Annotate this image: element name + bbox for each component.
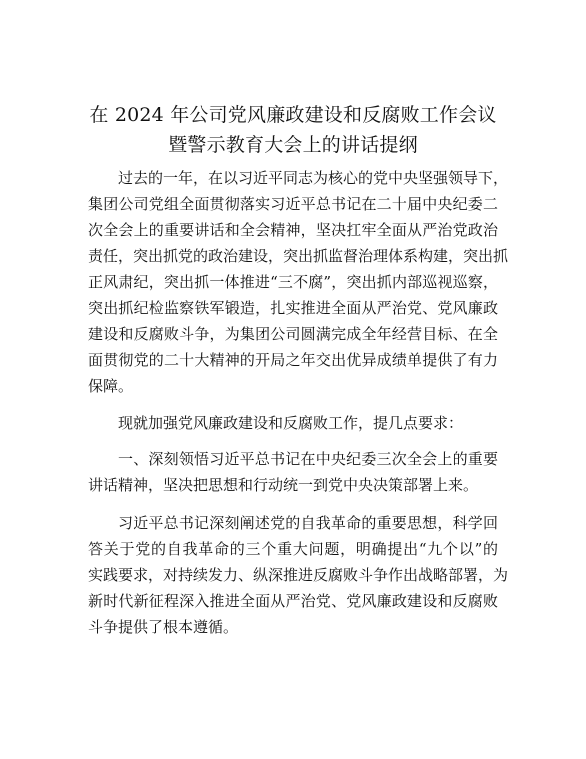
paragraph-line: 现就加强党风廉政建设和反腐败工作，提几点要求： (118, 414, 464, 432)
paragraph-line: 正风肃纪，突出抓一体推进“三不腐”，突出抓内部巡视巡察， (88, 273, 498, 291)
paragraph-line: 过去的一年，在以习近平同志为核心的党中央坚强领导下， (118, 169, 509, 187)
paragraph-self-revolution (88, 510, 509, 640)
paragraph-line: 一、深刻领悟习近平总书记在中央纪委三次全会上的重要 (118, 450, 498, 468)
paragraph-line: 集团公司党组全面贯彻落实习近平总书记在二十届中央纪委二 (88, 195, 498, 213)
paragraph-line: 答关于党的自我革命的三个重大问题，明确提出“九个以”的 (88, 540, 498, 558)
document-title-line-2: 暨警示教育大会上的讲话提纲 (168, 134, 418, 156)
document-title-line-1: 在 2024 年公司党风廉政建设和反腐败工作会议 (89, 104, 497, 126)
paragraph-line: 面贯彻党的二十大精神的开局之年交出优异成绩单提供了有力 (88, 351, 498, 369)
paragraph-line: 新时代新征程深入推进全面从严治党、党风廉政建设和反腐败 (88, 592, 498, 610)
paragraph-line: 斗争提供了根本遵循。 (88, 618, 239, 636)
paragraph-line: 习近平总书记深刻阐述党的自我革命的重要思想，科学回 (118, 514, 498, 532)
paragraph-line: 建设和反腐败斗争，为集团公司圆满完成全年经营目标、在全 (88, 325, 498, 343)
paragraph-line: 责任，突出抓党的政治建设，突出抓监督治理体系构建，突出抓 (88, 247, 509, 265)
paragraph-review-of-past-year (88, 165, 509, 399)
paragraph-section-one-heading (88, 446, 498, 498)
paragraph-line: 突出抓纪检监察铁军锻造，扎实推进全面从严治党、党风廉政 (88, 299, 498, 317)
paragraph-line: 保障。 (88, 377, 134, 395)
paragraph-line: 次全会上的重要讲话和全会精神，坚决扛牢全面从严治党政治 (88, 221, 498, 239)
paragraph-line: 讲话精神，坚决把思想和行动统一到党中央决策部署上来。 (88, 476, 479, 494)
paragraph-line: 实践要求，对持续发力、纵深推进反腐败斗争作出战略部署，为 (88, 566, 509, 584)
paragraph-requirements-intro (88, 410, 498, 436)
